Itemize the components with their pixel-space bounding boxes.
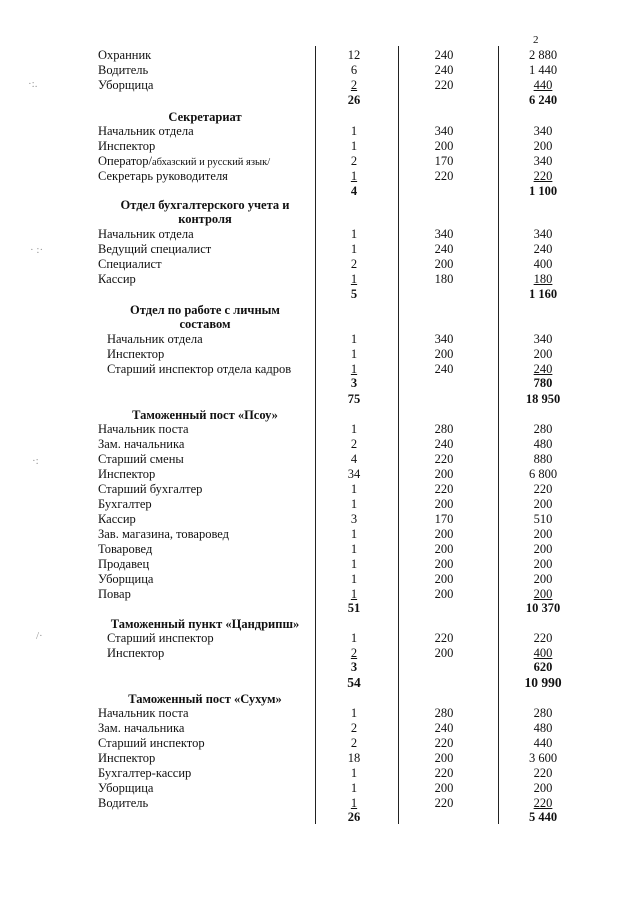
subtotal-total: 1 160 (528, 287, 558, 301)
table-row (0, 347, 640, 362)
staff-count: 2 (350, 646, 358, 660)
staff-count: 6 (350, 63, 358, 77)
salary-rate: 220 (434, 631, 454, 645)
salary-rate: 170 (434, 512, 454, 526)
position-name: Секретарь руководителя (98, 169, 228, 183)
salary-rate: 280 (434, 706, 454, 720)
table-row (0, 542, 640, 557)
grand-total-count: 75 (347, 392, 361, 406)
salary-rate: 220 (434, 796, 454, 810)
table-row (0, 721, 640, 736)
row-total: 280 (533, 422, 553, 436)
staff-count: 1 (350, 557, 358, 571)
subtotal-row (0, 376, 640, 391)
staff-count: 34 (347, 467, 361, 481)
scan-mark: ·:. (28, 78, 38, 90)
table-row (0, 646, 640, 661)
position-name: Кассир (98, 512, 136, 526)
row-total: 220 (533, 169, 553, 183)
subtotal-row (0, 287, 640, 302)
row-total: 510 (533, 512, 553, 526)
position-name: Водитель (98, 63, 149, 77)
row-total: 440 (533, 78, 553, 92)
staff-count: 2 (350, 721, 358, 735)
salary-rate: 200 (434, 347, 454, 361)
table-row (0, 736, 640, 751)
position-name: Начальник отдела (98, 124, 194, 138)
scan-mark: · :· (30, 244, 44, 256)
position-name: Кассир (98, 272, 136, 286)
position-name: Продавец (98, 557, 150, 571)
staff-count: 1 (350, 482, 358, 496)
salary-rate: 240 (434, 48, 454, 62)
scan-mark: ·: (32, 455, 39, 467)
staff-count: 1 (350, 766, 358, 780)
salary-rate: 200 (434, 751, 454, 765)
table-row (0, 796, 640, 811)
staff-count: 1 (350, 169, 358, 183)
row-total: 1 440 (528, 63, 558, 77)
staff-count: 1 (350, 527, 358, 541)
table-row (0, 124, 640, 139)
staff-count: 1 (350, 227, 358, 241)
salary-rate: 220 (434, 169, 454, 183)
table-row (0, 257, 640, 272)
row-total: 200 (533, 497, 553, 511)
section-title-cont: контроля (178, 212, 232, 226)
row-total: 6 800 (528, 467, 558, 481)
subtotal-row (0, 184, 640, 199)
section-title: Таможенный пост «Псоу» (132, 408, 278, 422)
staff-count: 1 (350, 347, 358, 361)
position-name: Уборщица (98, 781, 154, 795)
staff-count: 1 (350, 631, 358, 645)
table-row (0, 63, 640, 78)
row-total: 200 (533, 139, 553, 153)
position-name: Начальник поста (98, 706, 189, 720)
table-row (0, 512, 640, 527)
section-title-cont: составом (179, 317, 231, 331)
position-name: Уборщица (98, 78, 154, 92)
position-name: Инспектор (98, 751, 156, 765)
subtotal-row (0, 660, 640, 675)
position-name: Инспектор (98, 467, 156, 481)
subtotal-total: 6 240 (528, 93, 558, 107)
position-name: Охранник (98, 48, 152, 62)
salary-rate: 240 (434, 721, 454, 735)
row-total: 240 (533, 362, 553, 376)
table-row (0, 169, 640, 184)
staff-count: 4 (350, 452, 358, 466)
position-name: Старший инспектор отдела кадров (107, 362, 292, 376)
subtotal-row (0, 93, 640, 108)
staff-count: 1 (350, 542, 358, 556)
position-name-note: абхазский и русский язык/ (152, 157, 271, 168)
salary-rate: 200 (434, 572, 454, 586)
position-name: Начальник поста (98, 422, 189, 436)
row-total: 280 (533, 706, 553, 720)
table-row (0, 766, 640, 781)
salary-rate: 220 (434, 766, 454, 780)
row-total: 340 (533, 332, 553, 346)
grand-total-row (0, 675, 640, 690)
position-name: Зам. начальника (98, 437, 185, 451)
subtotal-count: 4 (350, 184, 358, 198)
row-total: 340 (533, 154, 553, 168)
grand-total: 10 990 (524, 675, 562, 690)
staff-count: 1 (350, 272, 358, 286)
position-name: Зам. начальника (98, 721, 185, 735)
row-total: 480 (533, 721, 553, 735)
staff-count: 1 (350, 796, 358, 810)
position-name (98, 154, 270, 170)
staff-count: 1 (350, 497, 358, 511)
salary-rate: 200 (434, 646, 454, 660)
staff-count: 2 (350, 257, 358, 271)
salary-rate: 340 (434, 124, 454, 138)
section-title: Таможенный пункт «Цандрипш» (110, 617, 300, 631)
position-name: Старший инспектор (107, 631, 214, 645)
row-total: 220 (533, 796, 553, 810)
row-total: 480 (533, 437, 553, 451)
position-name: Ведущий специалист (98, 242, 212, 256)
row-total: 240 (533, 242, 553, 256)
position-name: Бухгалтер (98, 497, 152, 511)
table-row (0, 332, 640, 347)
subtotal-total: 1 100 (528, 184, 558, 198)
table-row (0, 227, 640, 242)
subtotal-row (0, 810, 640, 825)
staff-count: 2 (350, 78, 358, 92)
table-row (0, 437, 640, 452)
grand-total: 18 950 (525, 392, 561, 406)
position-name: Старший инспектор (98, 736, 205, 750)
position-name: Специалист (98, 257, 162, 271)
table-row (0, 272, 640, 287)
position-name: Начальник отдела (107, 332, 203, 346)
row-total: 220 (533, 766, 553, 780)
position-name: Старший бухгалтер (98, 482, 203, 496)
table-row (0, 781, 640, 796)
staff-count: 1 (350, 706, 358, 720)
salary-rate: 200 (434, 497, 454, 511)
salary-rate: 200 (434, 587, 454, 601)
row-total: 200 (533, 781, 553, 795)
row-total: 200 (533, 557, 553, 571)
position-name: Зав. магазина, товаровед (98, 527, 230, 541)
table-row (0, 482, 640, 497)
salary-rate: 340 (434, 332, 454, 346)
salary-rate: 200 (434, 139, 454, 153)
table-row (0, 706, 640, 721)
row-total: 220 (533, 482, 553, 496)
subtotal-total: 5 440 (528, 810, 558, 824)
table-row (0, 527, 640, 542)
table-row (0, 751, 640, 766)
staff-count: 1 (350, 124, 358, 138)
salary-rate: 220 (434, 452, 454, 466)
salary-rate: 240 (434, 242, 454, 256)
section-title: Таможенный пост «Сухум» (128, 692, 282, 706)
staff-count: 1 (350, 587, 358, 601)
table-row (0, 422, 640, 437)
row-total: 200 (533, 587, 553, 601)
scan-mark: /· (36, 630, 43, 642)
row-total: 200 (533, 347, 553, 361)
grand-total-count: 54 (347, 675, 361, 690)
page-number: 2 (533, 34, 539, 46)
row-total: 400 (533, 257, 553, 271)
salary-rate: 200 (434, 527, 454, 541)
table-row (0, 78, 640, 93)
salary-rate: 220 (434, 482, 454, 496)
section-title: Отдел по работе с личным (130, 303, 280, 317)
staff-count: 1 (350, 572, 358, 586)
salary-rate: 280 (434, 422, 454, 436)
grand-total-row (0, 392, 640, 407)
staff-count: 1 (350, 422, 358, 436)
staff-count: 1 (350, 332, 358, 346)
position-name: Начальник отдела (98, 227, 194, 241)
row-total: 880 (533, 452, 553, 466)
row-total: 200 (533, 572, 553, 586)
table-row (0, 362, 640, 377)
table-row (0, 467, 640, 482)
subtotal-total: 10 370 (525, 601, 561, 615)
subtotal-count: 26 (347, 93, 361, 107)
salary-rate: 200 (434, 557, 454, 571)
salary-rate: 200 (434, 781, 454, 795)
position-name: Водитель (98, 796, 149, 810)
table-row (0, 572, 640, 587)
table-row (0, 587, 640, 602)
salary-rate: 180 (434, 272, 454, 286)
staff-count: 2 (350, 437, 358, 451)
salary-rate: 240 (434, 362, 454, 376)
salary-rate: 240 (434, 63, 454, 77)
row-total: 340 (533, 227, 553, 241)
row-total: 340 (533, 124, 553, 138)
table-row (0, 452, 640, 467)
staff-count: 12 (347, 48, 361, 62)
position-name: Повар (98, 587, 131, 601)
position-name: Уборщица (98, 572, 154, 586)
row-total: 3 600 (528, 751, 558, 765)
table-row (0, 242, 640, 257)
salary-rate: 170 (434, 154, 454, 168)
subtotal-count: 5 (350, 287, 358, 301)
table-row (0, 48, 640, 63)
salary-rate: 200 (434, 467, 454, 481)
position-name: Старший смены (98, 452, 184, 466)
position-name: Инспектор (107, 646, 165, 660)
section-title: Отдел бухгалтерского учета и (120, 198, 290, 212)
salary-rate: 220 (434, 736, 454, 750)
salary-rate: 220 (434, 78, 454, 92)
table-row (0, 631, 640, 646)
position-name: Товаровед (98, 542, 153, 556)
salary-rate: 200 (434, 257, 454, 271)
position-name-main: Оператор/ (98, 154, 153, 168)
row-total: 220 (533, 631, 553, 645)
staff-count: 18 (347, 751, 361, 765)
position-name: Инспектор (107, 347, 165, 361)
subtotal-total: 620 (533, 660, 553, 674)
staff-count: 2 (350, 154, 358, 168)
salary-rate: 200 (434, 542, 454, 556)
subtotal-count: 3 (350, 376, 358, 390)
staff-count: 1 (350, 242, 358, 256)
row-total: 180 (533, 272, 553, 286)
section-title: Секретариат (168, 110, 242, 124)
position-name: Инспектор (98, 139, 156, 153)
table-row (0, 557, 640, 572)
table-row (0, 154, 640, 169)
row-total: 200 (533, 527, 553, 541)
row-total: 400 (533, 646, 553, 660)
row-total: 2 880 (528, 48, 558, 62)
staff-count: 3 (350, 512, 358, 526)
subtotal-count: 51 (347, 601, 361, 615)
salary-rate: 340 (434, 227, 454, 241)
subtotal-count: 26 (347, 810, 361, 824)
subtotal-total: 780 (533, 376, 553, 390)
table-row (0, 497, 640, 512)
staff-count: 1 (350, 362, 358, 376)
staff-count: 1 (350, 139, 358, 153)
row-total: 200 (533, 542, 553, 556)
staff-count: 1 (350, 781, 358, 795)
row-total: 440 (533, 736, 553, 750)
table-row (0, 139, 640, 154)
subtotal-row (0, 601, 640, 616)
position-name: Бухгалтер-кассир (98, 766, 192, 780)
subtotal-count: 3 (350, 660, 358, 674)
staff-count: 2 (350, 736, 358, 750)
salary-rate: 240 (434, 437, 454, 451)
